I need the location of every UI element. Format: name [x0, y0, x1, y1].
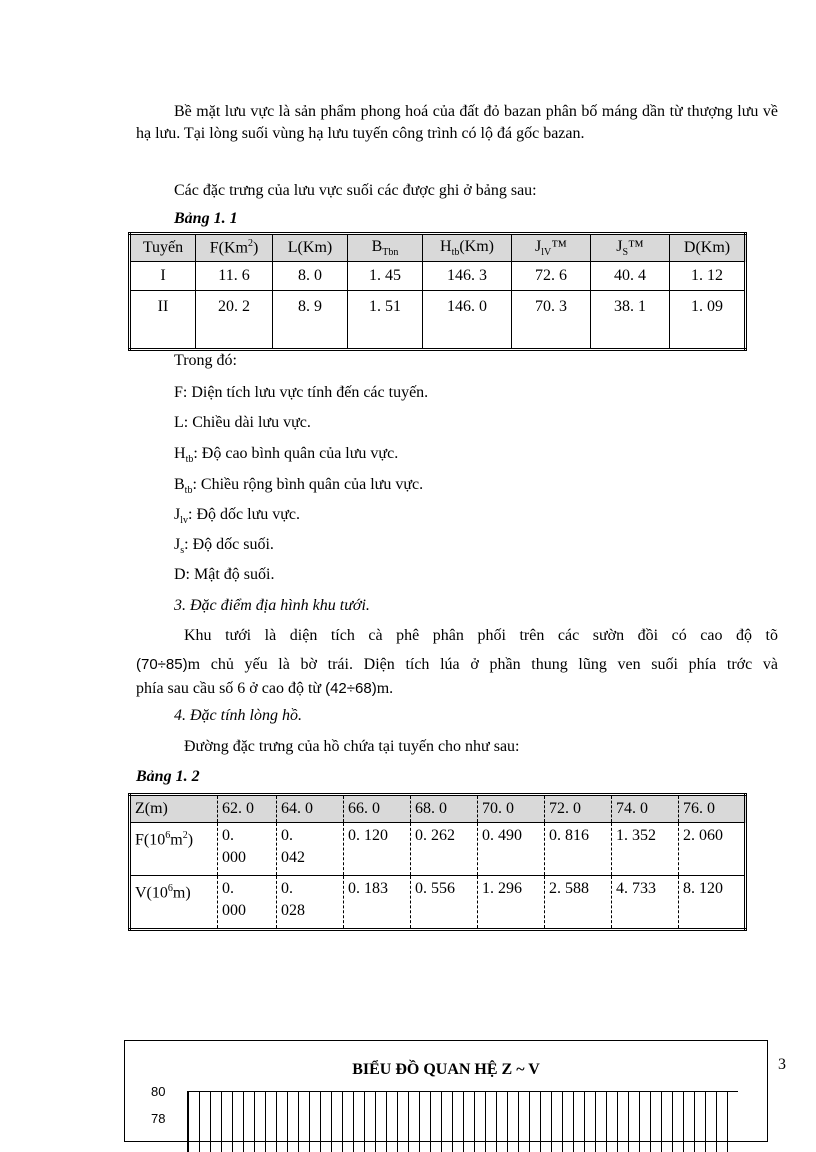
table-cell: 0. 028 — [277, 876, 344, 930]
table-cell: 11. 6 — [196, 262, 273, 291]
legend-b: $B_{tb}$: Chiều rộng bình quân của lưu vực. — [174, 476, 424, 497]
table-cell: 64. 0 — [277, 795, 344, 823]
header-js: $J_S™$ — [591, 234, 670, 262]
section3-line2: (70÷85)m chủ yếu là bờ trái. Diện tích lúa ở phần thung lũng ven suối phía trớc và — [136, 656, 778, 673]
table-cell: 68. 0 — [411, 795, 478, 823]
row-label-f: $F(10^6m^2)$ — [130, 823, 218, 876]
table-cell: 0. 000 — [218, 876, 277, 930]
table-row — [130, 291, 746, 350]
table-cell: 72. 6 — [512, 262, 591, 291]
table-header-row — [130, 234, 746, 262]
table-cell: 0. 042 — [277, 823, 344, 876]
page-number: 3 — [778, 1056, 786, 1073]
table-cell: 8. 0 — [273, 262, 348, 291]
legend-lead: Trong đó: — [174, 352, 237, 369]
table-cell: 8. 120 — [679, 876, 746, 930]
table-cell: 76. 0 — [679, 795, 746, 823]
table-cell: 1. 09 — [670, 291, 746, 350]
table2-caption: Bảng 1. 2 — [136, 768, 200, 785]
table-cell: 38. 1 — [591, 291, 670, 350]
header-jlv: $J_{lV}™$ — [512, 234, 591, 262]
header-b: $B_{Tbn}$ — [348, 234, 423, 262]
section3-heading: 3. Đặc điểm địa hình khu tưới. — [174, 597, 370, 614]
table-header-row — [130, 795, 746, 823]
chart-title: BIỂU ĐỒ QUAN HỆ Z ~ V — [352, 1061, 540, 1078]
table-row — [130, 876, 746, 930]
y-tick-label: 78 — [151, 1111, 166, 1126]
table-cell: 8. 9 — [273, 291, 348, 350]
table-row — [130, 823, 746, 876]
table1-caption: Bảng 1. 1 — [174, 210, 238, 227]
table-cell: 1. 12 — [670, 262, 746, 291]
legend-l: L: Chiều dài lưu vực. — [174, 414, 311, 431]
table-cell: 2. 588 — [545, 876, 612, 930]
table-cell: 40. 4 — [591, 262, 670, 291]
table-cell: 1. 45 — [348, 262, 423, 291]
table-cell: 70. 0 — [478, 795, 545, 823]
table-cell: 72. 0 — [545, 795, 612, 823]
legend-h: $H_{tb}$: Độ cao bình quân của lưu vực. — [174, 445, 399, 466]
table-1-1 — [128, 232, 747, 351]
intro-paragraph: Bề mặt lưu vực là sản phẩm phong hoá của đất đỏ bazan phân bố máng dần từ thượng lưu về hạ lưu. Tại lòng suối vùng hạ lưu tuyến công trình có lộ đá gốc bazan. — [136, 103, 778, 142]
legend-jlv: $J_{lv}$: Độ dốc lưu vực. — [174, 506, 301, 527]
table-cell: 146. 3 — [423, 262, 512, 291]
table-cell: 0. 183 — [344, 876, 411, 930]
header-tuyen: Tuyến — [130, 234, 196, 262]
legend-js: $J_s$: Độ dốc suối. — [174, 536, 274, 557]
legend-d: D: Mật độ suối. — [174, 566, 275, 583]
table-cell: 74. 0 — [612, 795, 679, 823]
table-cell: II — [130, 291, 196, 350]
table-cell: 146. 0 — [423, 291, 512, 350]
chart-plot-area — [187, 1091, 738, 1152]
section4-paragraph: Đường đặc trưng của hồ chứa tại tuyến cho như sau: — [184, 738, 520, 755]
table-cell: 0. 490 — [478, 823, 545, 876]
table-cell: 2. 060 — [679, 823, 746, 876]
header-l: L(Km) — [273, 234, 348, 262]
table-cell: 20. 2 — [196, 291, 273, 350]
table-cell: 0. 816 — [545, 823, 612, 876]
chart-z-v — [124, 1040, 768, 1142]
table-cell: 1. 296 — [478, 876, 545, 930]
table-cell: 1. 352 — [612, 823, 679, 876]
table-cell: 1. 51 — [348, 291, 423, 350]
table-cell: 0. 120 — [344, 823, 411, 876]
section3-line3: phía sau cầu số 6 ở cao độ từ (42÷68)m. — [136, 680, 394, 697]
legend-f: F: Diện tích lưu vực tính đến các tuyến. — [174, 384, 429, 401]
table-cell: 70. 3 — [512, 291, 591, 350]
section4-heading: 4. Đặc tính lòng hồ. — [174, 707, 302, 724]
table-row — [130, 262, 746, 291]
table-1-2 — [128, 793, 747, 931]
table-cell: 4. 733 — [612, 876, 679, 930]
table-cell: I — [130, 262, 196, 291]
header-h: $H_{tb}(Km)$ — [423, 234, 512, 262]
table-cell: 66. 0 — [344, 795, 411, 823]
table1-intro: Các đặc trưng của lưu vực suối các được ghi ở bảng sau: — [174, 182, 537, 199]
table-cell: 62. 0 — [218, 795, 277, 823]
table-cell: 0. 000 — [218, 823, 277, 876]
header-d: D(Km) — [670, 234, 746, 262]
header-f: F(Km$^2$) — [196, 234, 273, 262]
table-cell: 0. 262 — [411, 823, 478, 876]
y-tick-label: 80 — [151, 1084, 166, 1099]
row-label-v: $V(10^6m)$ — [130, 876, 218, 930]
table-cell: 0. 556 — [411, 876, 478, 930]
section3-line1: Khu tưới là diện tích cà phê phân phối trên các sườn đồi có cao độ tõ — [184, 627, 778, 644]
header-z: Z(m) — [130, 795, 218, 823]
